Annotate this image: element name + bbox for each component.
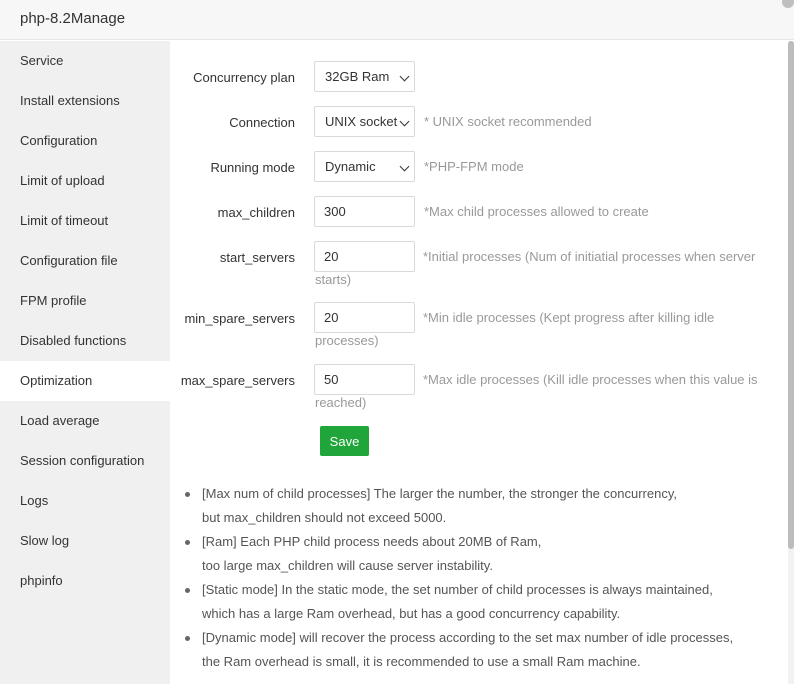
running-mode-hint: *PHP-FPM mode xyxy=(424,159,524,174)
running-mode-label: Running mode xyxy=(210,160,295,175)
max-children-hint: *Max child processes allowed to create xyxy=(424,204,649,219)
note-line: but max_children should not exceed 5000. xyxy=(202,510,447,525)
note-line: too large max_children will cause server instability. xyxy=(202,558,493,573)
running-mode-select[interactable] xyxy=(314,151,415,182)
scrollbar[interactable] xyxy=(788,41,794,684)
sidebar xyxy=(0,41,170,684)
bullet-icon xyxy=(185,540,190,545)
bullet-icon xyxy=(185,492,190,497)
concurrency-plan-label: Concurrency plan xyxy=(193,70,295,85)
list-item xyxy=(185,530,775,578)
max-spare-servers-label: max_spare_servers xyxy=(180,373,295,388)
sidebar-item-configuration-file[interactable]: Configuration file xyxy=(20,253,118,268)
sidebar-item-logs[interactable]: Logs xyxy=(20,493,49,508)
sidebar-item-disabled-functions[interactable]: Disabled functions xyxy=(20,333,127,348)
concurrency-plan-value: 32GB Ram xyxy=(325,69,390,84)
min-spare-servers-label: min_spare_servers xyxy=(184,311,295,326)
note-line: [Static mode] In the static mode, the set number of child processes is always maintained, xyxy=(202,582,713,597)
notes-list xyxy=(185,482,775,674)
bullet-icon xyxy=(185,588,190,593)
sidebar-item-optimization[interactable]: Optimization xyxy=(0,361,170,401)
max-children-input[interactable] xyxy=(314,196,415,227)
max-children-label: max_children xyxy=(217,205,295,220)
title-bar xyxy=(0,0,794,40)
min-spare-servers-hint: *Min idle processes (Kept progress after killing idle processes) xyxy=(315,310,715,348)
connection-hint: * UNIX socket recommended xyxy=(424,114,592,129)
note-line: [Dynamic mode] will recover the process according to the set max number of idle processes, xyxy=(202,630,734,645)
concurrency-plan-select[interactable] xyxy=(314,61,415,92)
sidebar-item-configuration[interactable]: Configuration xyxy=(20,133,98,148)
sidebar-item-session-configuration[interactable]: Session configuration xyxy=(20,453,145,468)
chevron-down-icon xyxy=(400,117,410,127)
sidebar-item-load-average[interactable]: Load average xyxy=(20,413,100,428)
note-line: [Max num of child processes] The larger the number, the stronger the concurrency, xyxy=(202,486,677,501)
chevron-down-icon xyxy=(400,72,410,82)
chevron-down-icon xyxy=(400,162,410,172)
sidebar-item-phpinfo[interactable]: phpinfo xyxy=(20,573,63,588)
sidebar-item-fpm-profile[interactable]: FPM profile xyxy=(20,293,87,308)
connection-label: Connection xyxy=(229,115,295,130)
max-spare-servers-hint: *Max idle processes (Kill idle processes when this value is reached) xyxy=(315,372,758,410)
list-item xyxy=(185,626,775,674)
sidebar-item-service[interactable]: Service xyxy=(20,53,64,68)
start-servers-label: start_servers xyxy=(219,250,295,265)
sidebar-item-install-extensions[interactable]: Install extensions xyxy=(20,93,120,108)
sidebar-item-slow-log[interactable]: Slow log xyxy=(20,533,70,548)
running-mode-value: Dynamic xyxy=(325,159,376,174)
note-line: which has a large Ram overhead, but has a good concurrency capability. xyxy=(202,606,621,621)
start-servers-hint: *Initial processes (Num of initiatial processes when server starts) xyxy=(315,249,756,287)
save-button[interactable]: Save xyxy=(320,426,369,456)
sidebar-item-limit-of-upload[interactable]: Limit of upload xyxy=(20,173,105,188)
connection-value: UNIX socket xyxy=(325,114,398,129)
sidebar-item-limit-of-timeout[interactable]: Limit of timeout xyxy=(20,213,109,228)
note-line: [Ram] Each PHP child process needs about 20MB of Ram, xyxy=(202,534,542,549)
scrollbar-thumb[interactable] xyxy=(788,41,794,549)
note-line: the Ram overhead is small, it is recommended to use a small Ram machine. xyxy=(202,654,641,669)
window-title: php-8.2Manage xyxy=(20,10,126,27)
bullet-icon xyxy=(185,636,190,641)
list-item xyxy=(185,578,775,626)
list-item xyxy=(185,482,775,530)
connection-select[interactable] xyxy=(314,106,415,137)
close-icon[interactable] xyxy=(782,0,794,8)
